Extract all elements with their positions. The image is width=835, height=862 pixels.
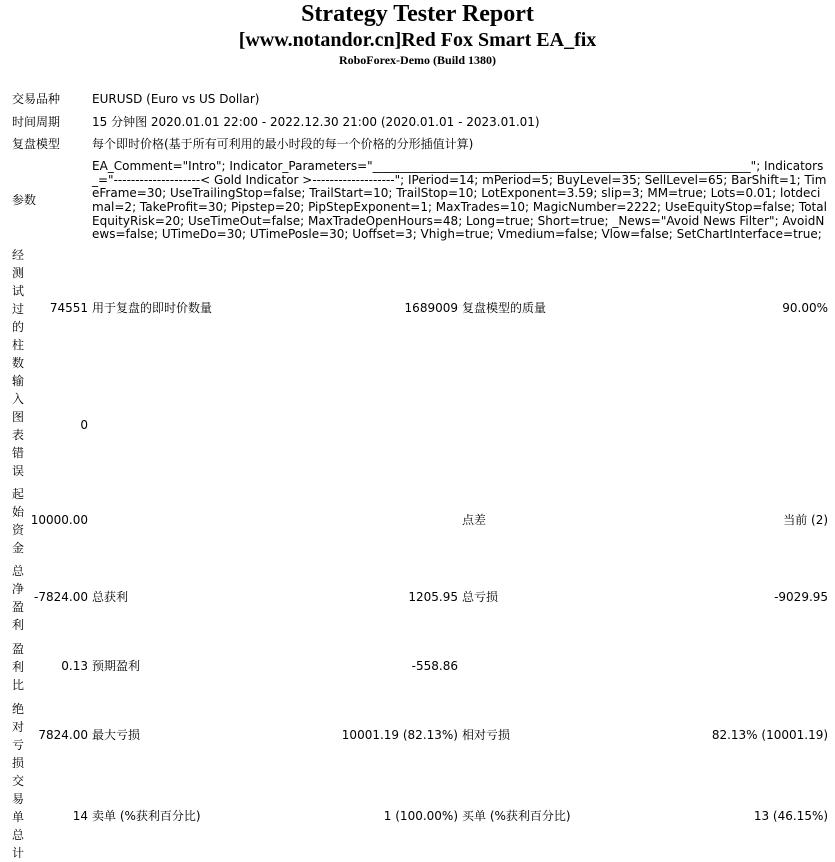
period-value: 15 分钟图 2020.01.01 22:00 - 2022.12.30 21:00 (2020.01.01 - 2023.01.01) <box>92 115 540 130</box>
errors-value: 0 <box>80 418 88 433</box>
ticks-value: 1689009 <box>404 301 458 316</box>
grossprofit-label: 总获利 <box>92 590 129 605</box>
longpositions-value: 13 (46.15%) <box>753 809 829 824</box>
symbol-value: EURUSD (Euro vs US Dollar) <box>92 92 260 107</box>
row-profitfactor <box>10 634 830 700</box>
row-netprofit <box>10 562 830 634</box>
longpositions-label: 买单 (%获利百分比) <box>462 809 571 824</box>
row-deposit <box>10 480 830 562</box>
trades-value: 14 <box>72 809 88 824</box>
netprofit-label: 总净盈利 <box>12 564 25 632</box>
spread-value: 当前 (2) <box>783 513 829 528</box>
ticks-label: 用于复盘的即时价数量 <box>92 301 213 316</box>
shortpositions-value: 1 (100.00%) <box>383 809 458 824</box>
bars-value: 74551 <box>49 301 88 316</box>
deposit-value: 10000.00 <box>30 513 88 528</box>
maxdrawdown-value: 10001.19 (82.13%) <box>341 728 458 743</box>
grossprofit-value: 1205.95 <box>408 590 458 605</box>
row-drawdown <box>10 700 830 772</box>
row-model <box>10 134 830 156</box>
expectedpayoff-value: -558.86 <box>411 659 458 674</box>
deposit-label: 起始资金 <box>12 487 25 555</box>
row-period <box>10 112 830 134</box>
model-value: 每个即时价格(基于所有可利用的最小时段的每一个价格的分形插值计算) <box>92 137 474 152</box>
report-header <box>0 0 835 68</box>
profitfactor-label: 盈利比 <box>12 642 25 692</box>
grossloss-value: -9029.95 <box>774 590 829 605</box>
trades-label: 交易单总计 <box>12 774 25 860</box>
profitfactor-value: 0.13 <box>61 659 88 674</box>
maxdrawdown-label: 最大亏损 <box>92 728 141 743</box>
model-label: 复盘模型 <box>12 137 61 152</box>
bars-label: 经测试过的柱数 <box>12 248 25 370</box>
row-symbol <box>10 88 830 112</box>
report-title: Strategy Tester Report <box>301 1 534 27</box>
report-subtitle: [www.notandor.cn]Red Fox Smart EA_fix <box>238 29 597 51</box>
quality-label: 复盘模型的质量 <box>462 301 547 316</box>
drawdown-label: 绝对亏损 <box>12 702 25 770</box>
row-errors <box>10 372 830 480</box>
shortpositions-label: 卖单 (%获利百分比) <box>92 809 201 824</box>
row-params <box>10 156 830 246</box>
report-server: RoboForex-Demo (Build 1380) <box>338 53 497 67</box>
symbol-label: 交易品种 <box>12 92 61 107</box>
errors-label: 输入图表错误 <box>12 374 25 478</box>
params-label: 参数 <box>12 193 37 208</box>
period-label: 时间周期 <box>12 115 61 130</box>
reldrawdown-label: 相对亏损 <box>462 728 511 743</box>
expectedpayoff-label: 预期盈利 <box>92 659 141 674</box>
report-table <box>10 88 830 862</box>
row-bars <box>10 246 830 372</box>
params-value: EA_Comment="Intro"; Indicator_Parameters="_______________________________________________________________"; Indicators_="--------------------< Gold Indicator >-------------------"; IPeriod=14; mPeriod=5; BuyLevel=35; SellLevel=65; BarShift=1; TimeFrame=30; UseTrailingStop=false; TrailStart=10; TrailStop=10; LotExponent=3.59; slip=3; MM=true; Lots=0.01; lotdecimal=2; TakeProfit=30; Pipstep=20; PipStepExponent=1; MaxTrades=10; MagicNumber=2222; UseEquityStop=false; TotalEquityRisk=20; UseTimeOut=false; MaxTradeOpenHours=48; Long=true; Short=true; _News="Avoid News Filter"; AvoidNews=false; UTimeDo=30; UTimePosle=30; Uoffset=3; Vhigh=true; Vmedium=false; Vlow=false; SetChartInterface=true; <box>92 159 827 242</box>
spread-label: 点差 <box>462 513 487 528</box>
netprofit-value: -7824.00 <box>34 590 88 605</box>
reldrawdown-value: 82.13% (10001.19) <box>711 728 829 743</box>
drawdown-value: 7824.00 <box>38 728 88 743</box>
quality-value: 90.00% <box>782 301 829 316</box>
grossloss-label: 总亏损 <box>462 590 499 605</box>
